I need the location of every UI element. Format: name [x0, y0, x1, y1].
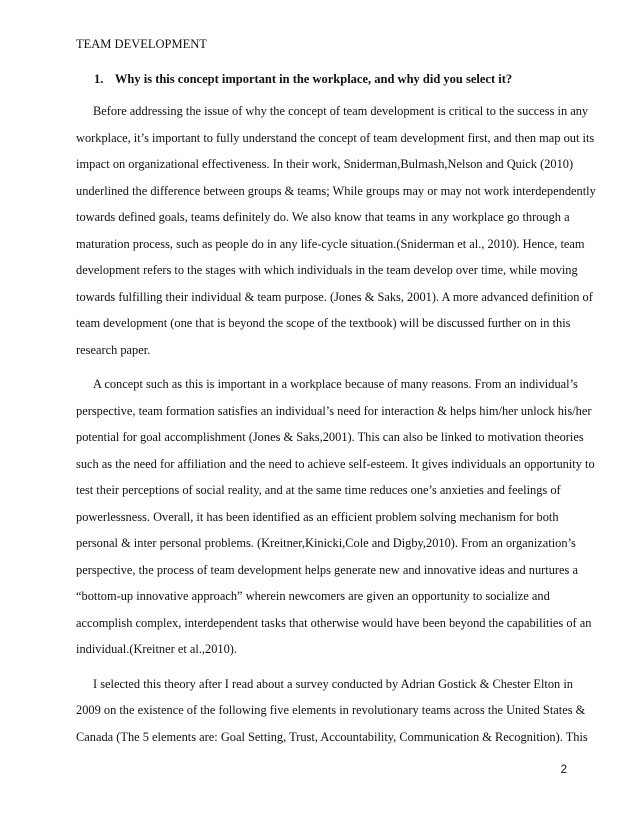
text-line: maturation process, such as people do in any life-cycle situation.(Sniderman et al., 2010). Hence, team — [76, 236, 585, 251]
text-line: 2009 on the existence of the following five elements in revolutionary teams across the United States & — [76, 703, 586, 717]
question-heading — [94, 72, 512, 87]
paragraph-importance — [76, 371, 595, 663]
text-line: I selected this theory after I read about a survey conducted by Adrian Gostick & Chester Elton in — [93, 676, 573, 691]
question-text: Why is this concept important in the workplace, and why did you select it? — [114, 72, 513, 86]
text-line: research paper. — [76, 342, 151, 357]
text-line: workplace, it’s important to fully understand the concept of team development first, and then map out its — [76, 130, 595, 145]
text-line: team development (one that is beyond the scope of the textbook) will be discussed further on in this — [76, 316, 571, 330]
text-line: development refers to the stages with which individuals in the team develop over time, while moving — [76, 263, 578, 277]
text-line: perspective, the process of team development helps generate new and innovative ideas and nurtures a — [76, 562, 578, 577]
text-line: personal & inter personal problems. (Kreitner,Kinicki,Cole and Digby,2010). From an organization’s — [76, 536, 576, 550]
text-line: test their perceptions of social reality, and at the same time reduces one’s anxieties and feelings of — [76, 483, 561, 497]
paragraph-selection — [76, 671, 588, 751]
running-head: TEAM DEVELOPMENT — [76, 37, 207, 51]
text-line: Canada (The 5 elements are: Goal Setting, Trust, Accountability, Communication & Recognition). This — [76, 729, 588, 744]
text-line: individual.(Kreitner et al.,2010). — [76, 642, 238, 656]
text-line: Before addressing the issue of why the concept of team development is critical to the success in any — [93, 104, 589, 118]
text-line: such as the need for affiliation and the need to achieve self-esteem. It gives individuals an opportunity to — [76, 456, 595, 471]
text-line: A concept such as this is important in a workplace because of many reasons. From an individual’s — [93, 377, 578, 391]
text-line: impact on organizational effectiveness. In their work, Sniderman,Bulmash,Nelson and Quick (2010) — [76, 157, 574, 171]
text-line: potential for goal accomplishment (Jones & Saks,2001). This can also be linked to motivation theories — [76, 430, 584, 444]
text-line: underlined the difference between groups & teams; While groups may or may not work interdependently — [76, 183, 596, 198]
body-text — [76, 98, 596, 750]
paragraph-definition — [76, 98, 596, 363]
text-line: “bottom-up innovative approach” wherein newcomers are given an opportunity to socialize and — [76, 589, 550, 603]
text-line: perspective, team formation satisfies an individual’s need for interaction & helps him/her unlock his/her — [76, 403, 592, 418]
text-line: accomplish complex, interdependent tasks that otherwise would have been beyond the capabilities of an — [76, 615, 592, 630]
text-line: powerlessness. Overall, it has been identified as an efficient problem solving mechanism for both — [76, 509, 559, 524]
question-number: 1. — [94, 72, 104, 86]
text-line: towards fulfilling their individual & team purpose. (Jones & Saks, 2001). A more advanced definition of — [76, 289, 593, 304]
text-line: towards defined goals, teams definitely do. We also know that teams in any workplace go through a — [76, 210, 570, 224]
page-number: 2 — [560, 764, 567, 776]
